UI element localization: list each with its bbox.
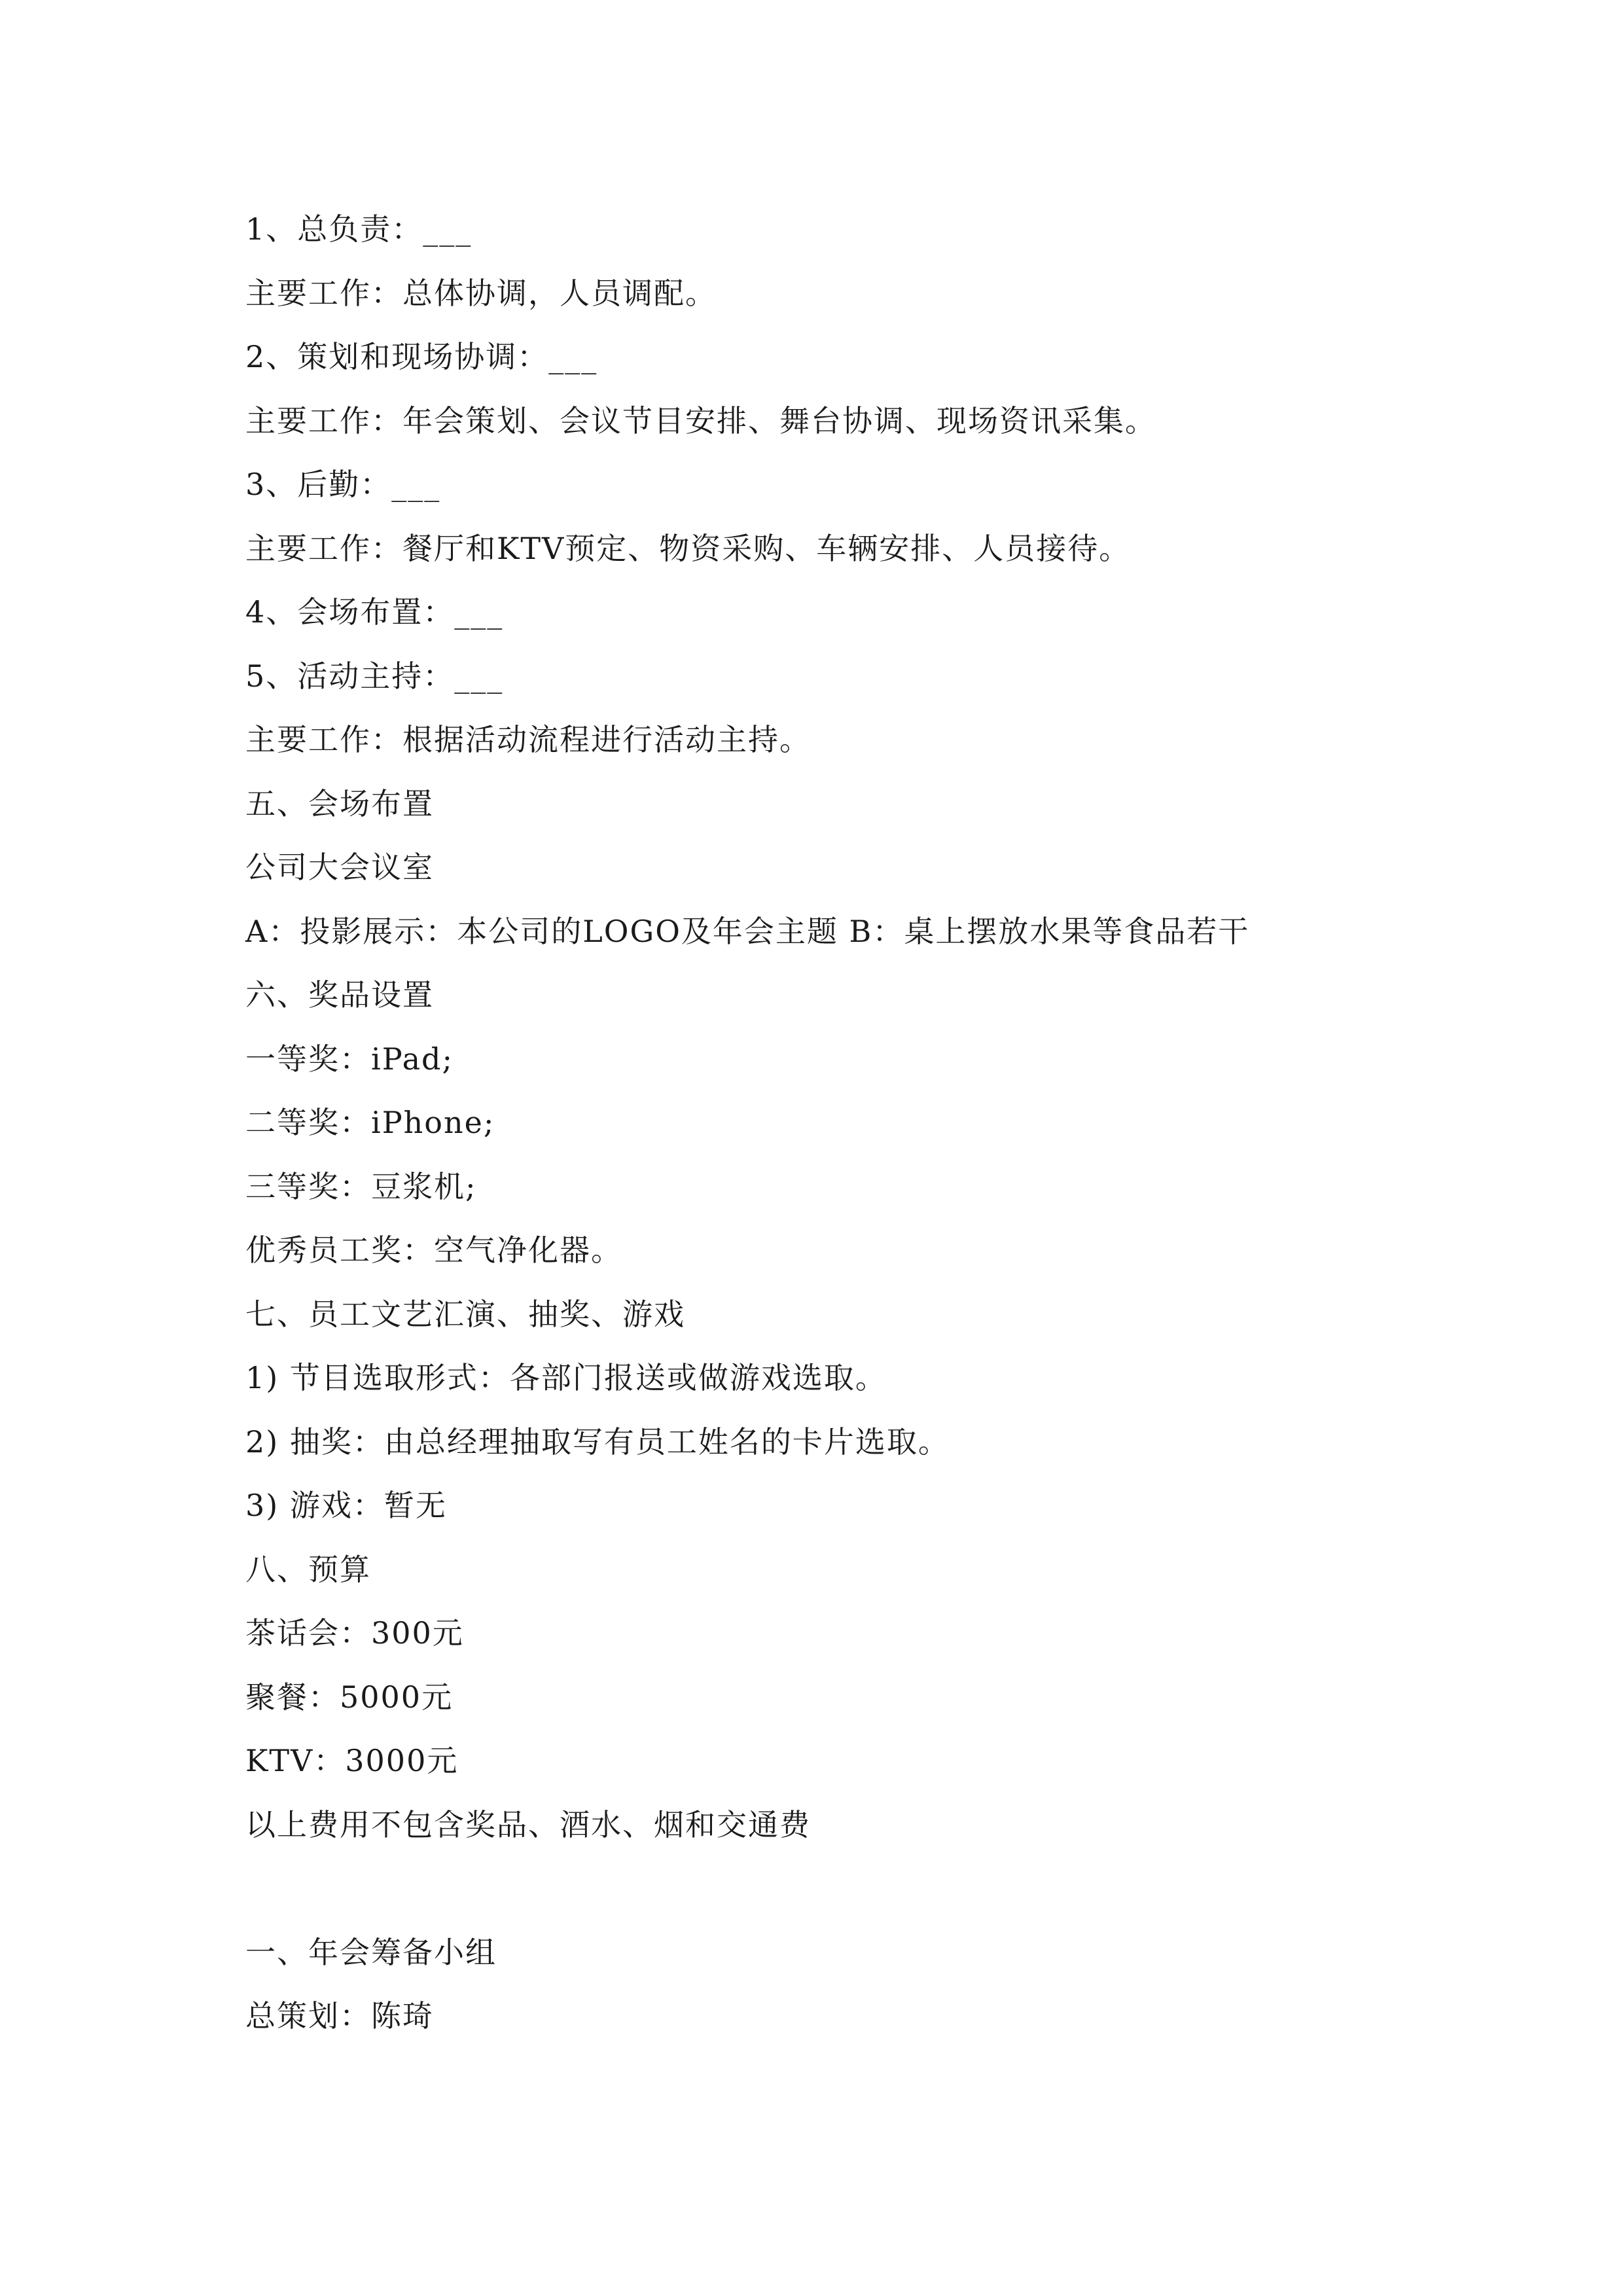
text-line: 茶话会：300元 (245, 1615, 464, 1651)
text-line: 2) 抽奖：由总经理抽取写有员工姓名的卡片选取。 (245, 1424, 950, 1460)
text-line: 聚餐：5000元 (245, 1679, 454, 1715)
text-line: KTV：3000元 (245, 1743, 459, 1778)
text-line: 主要工作：总体协调，人员调配。 (245, 276, 717, 311)
text-line: 主要工作：年会策划、会议节目安排、舞台协调、现场资讯采集。 (245, 403, 1156, 439)
text-line: 4、会场布置：___ (245, 594, 504, 630)
text-line: 一等奖：iPad; (245, 1041, 454, 1077)
text-line: 主要工作：餐厅和KTV预定、物资采购、车辆安排、人员接待。 (245, 531, 1131, 566)
text-line: 1、总负责：___ (245, 211, 473, 247)
text-line: 3) 游戏：暂无 (245, 1488, 447, 1523)
text-line: 二等奖：iPhone; (245, 1105, 495, 1140)
text-line: 优秀员工奖：空气净化器。 (245, 1232, 622, 1268)
text-line: A：投影展示：本公司的LOGO及年会主题 B：桌上摆放水果等食品若干 (245, 914, 1250, 949)
text-line: 3、后勤：___ (245, 467, 441, 502)
text-line: 以上费用不包含奖品、酒水、烟和交通费 (245, 1807, 811, 1842)
section-heading: 八、预算 (245, 1552, 371, 1587)
text-line: 2、策划和现场协调：___ (245, 339, 598, 374)
section-heading: 七、员工文艺汇演、抽奖、游戏 (245, 1297, 685, 1332)
text-line: 5、活动主持：___ (245, 658, 504, 694)
text-line: 公司大会议室 (245, 850, 434, 885)
text-line: 主要工作：根据活动流程进行活动主持。 (245, 722, 811, 757)
section-heading: 五、会场布置 (245, 786, 434, 821)
section-heading: 六、奖品设置 (245, 977, 434, 1013)
section-heading: 一、年会筹备小组 (245, 1935, 497, 1970)
text-line: 总策划：陈琦 (245, 1998, 434, 2034)
text-line: 1) 节目选取形式：各部门报送或做游戏选取。 (245, 1360, 887, 1395)
text-line: 三等奖：豆浆机; (245, 1169, 477, 1204)
